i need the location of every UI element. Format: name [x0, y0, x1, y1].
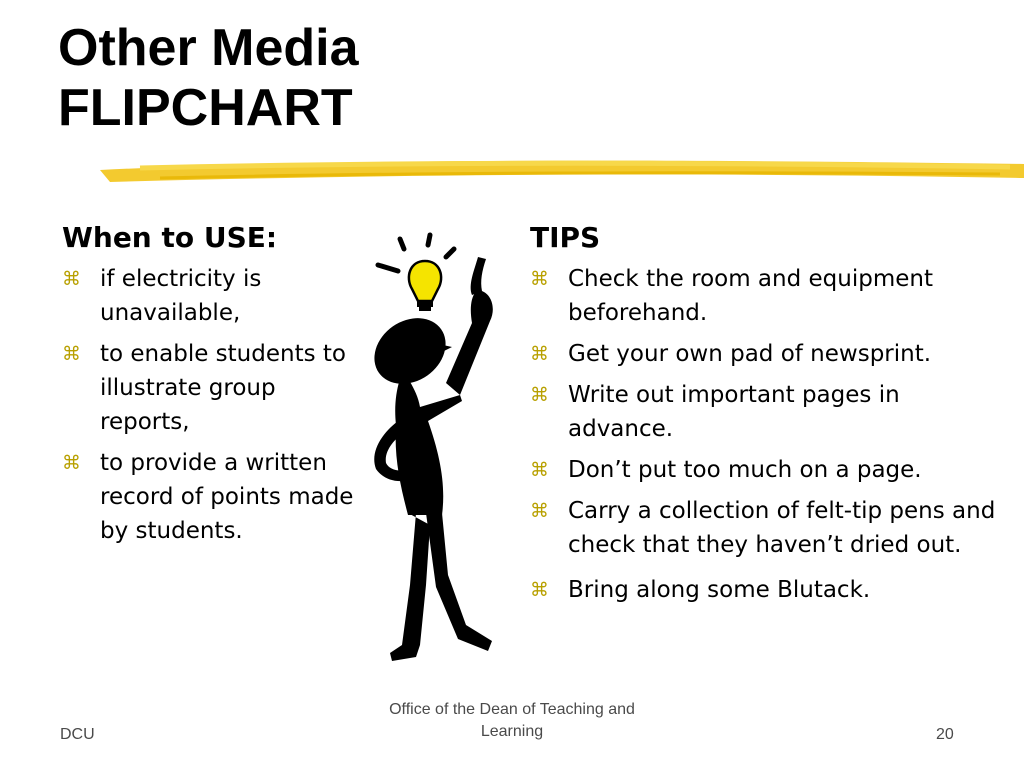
tips-section: [530, 220, 1000, 614]
bullet-icon: ⌘: [530, 268, 549, 290]
list-item: ⌘ Check the room and equipment beforehand.: [530, 262, 1000, 330]
highlighter-stroke: [0, 148, 1024, 188]
bullet-icon: ⌘: [530, 459, 549, 481]
list-item: ⌘ if electricity is unavailable,: [62, 262, 362, 330]
footer-organization: DCU: [60, 726, 95, 743]
bullet-icon: ⌘: [530, 343, 549, 365]
slide-title: [58, 18, 359, 138]
title-line-1: Other Media: [58, 19, 359, 77]
when-to-use-section: [62, 220, 362, 555]
bullet-icon: ⌘: [62, 452, 81, 474]
list-item: ⌘ to enable students to illustrate group reports,: [62, 337, 362, 439]
bullet-icon: ⌘: [530, 579, 549, 601]
list-item: ⌘ Write out important pages in advance.: [530, 378, 1000, 446]
footer-office: Office of the Dean of Teaching and Learning: [389, 701, 635, 740]
list-item: ⌘ to provide a written record of points made by students.: [62, 446, 362, 548]
list-item: ⌘ Get your own pad of newsprint.: [530, 337, 1000, 371]
idea-person-icon: [350, 225, 520, 675]
bullet-icon: ⌘: [530, 500, 549, 522]
title-line-2: FLIPCHART: [58, 79, 353, 137]
bullet-icon: ⌘: [62, 343, 81, 365]
bullet-icon: ⌘: [530, 384, 549, 406]
when-to-use-list: [62, 262, 362, 548]
bullet-icon: ⌘: [62, 268, 81, 290]
list-item: ⌘ Don’t put too much on a page.: [530, 453, 1000, 487]
tips-heading: TIPS: [530, 221, 601, 254]
list-item: ⌘ Carry a collection of felt-tip pens and check that they haven’t dried out.: [530, 494, 1000, 562]
tips-list: [530, 262, 1000, 607]
list-item: ⌘ Bring along some Blutack.: [530, 573, 1000, 607]
page-number: 20: [936, 726, 954, 743]
when-to-use-heading: When to USE:: [62, 221, 278, 254]
